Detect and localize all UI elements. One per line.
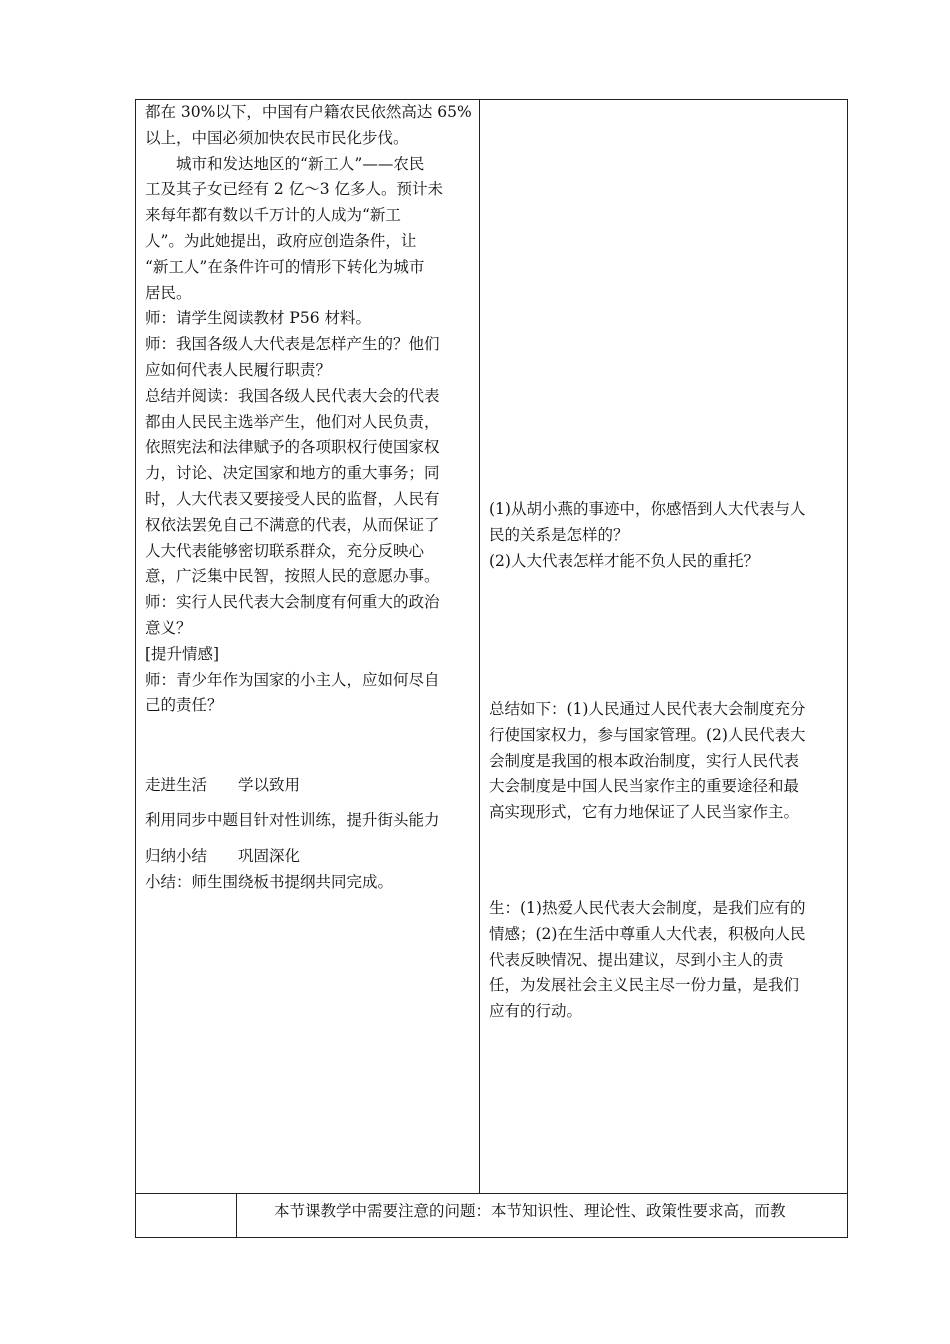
student-line: 生：(1)热爱人民代表大会制度，是我们应有的 (489, 899, 806, 917)
conclusion-line: 会制度是我国的根本政治制度，实行人民代表 (489, 751, 800, 770)
conclusion-line: 高实现形式，它有力地保证了人民当家作主。 (489, 803, 800, 822)
teaching-note: 本节课教学中需要注意的问题：本节知识性、理论性、政策性要求高，而教 (274, 1202, 786, 1220)
text-line: 意，广泛集中民智，按照人民的意愿办事。 (145, 567, 440, 586)
text-line: [提升情感] (145, 644, 220, 663)
text-line: 居民。 (145, 283, 192, 302)
text-line: 总结并阅读：我国各级人民代表大会的代表 (145, 386, 440, 405)
text-line: 权依法罢免自己不满意的代表，从而保证了 (145, 515, 440, 534)
student-line: 代表反映情况、提出建议，尽到小主人的责 (489, 950, 784, 969)
text-line: 时，人大代表又要接受人民的监督，人民有 (145, 489, 440, 508)
student-answer-text (489, 896, 805, 1025)
student-line: 任，为发展社会主义民主尽一份力量，是我们 (489, 976, 800, 995)
text-line: 以上，中国必须加快农民市民化步伐。 (145, 128, 409, 147)
bottom-row-divider (236, 1193, 237, 1238)
question-line: (2)人大代表怎样才能不负人民的重托？ (489, 551, 759, 570)
text-line: 己的责任？ (145, 696, 223, 715)
conclusion-text (489, 697, 805, 826)
student-line: 应有的行动。 (489, 1002, 583, 1021)
conclusion-line: 总结如下：(1)人民通过人民代表大会制度充分 (489, 700, 806, 718)
text-line: 都在 30%以下，中国有户籍农民依然高达 65% (145, 103, 472, 121)
section-heading-summary: 归纳小结 巩固深化 (145, 847, 301, 865)
text-line: 师：请学生阅读教材 P56 材料。 (145, 309, 372, 328)
question-line: (1)从胡小燕的事迹中，你感悟到人大代表与人 (489, 500, 806, 518)
text-line: 应如何代表人民履行职责？ (145, 360, 332, 379)
text-line: 师：实行人民代表大会制度有何重大的政治 (145, 593, 440, 612)
practice-text: 利用同步中题目针对性训练，提升街头能力 (145, 811, 440, 829)
text-line: 师：青少年作为国家的小主人，应如何尽自 (145, 670, 440, 689)
row-divider (135, 1193, 848, 1194)
discussion-questions (489, 497, 805, 574)
conclusion-line: 大会制度是中国人民当家作主的重要途径和最 (489, 777, 800, 796)
text-line: “新工人”在条件许可的情形下转化为城市 (145, 257, 425, 276)
left-text-block (145, 100, 472, 719)
conclusion-line: 行使国家权力，参与国家管理。(2)人民代表大 (489, 725, 806, 744)
question-line: 民的关系是怎样的？ (489, 525, 629, 544)
summary-text: 小结：师生围绕板书提纲共同完成。 (145, 873, 394, 891)
text-line: 来每年都有数以千万计的人成为“新工 (145, 206, 401, 225)
column-divider (479, 99, 480, 1193)
text-line: 意义？ (145, 618, 192, 637)
text-line: 工及其子女已经有 2 亿～3 亿多人。预计未 (145, 180, 444, 199)
text-line: 师：我国各级人大代表是怎样产生的？他们 (145, 335, 440, 354)
text-line: 都由人民民主选举产生，他们对人民负责， (145, 412, 440, 431)
section-heading-life: 走进生活 学以致用 (145, 776, 301, 794)
student-line: 情感；(2)在生活中尊重人大代表，积极向人民 (489, 924, 806, 943)
text-line: 人大代表能够密切联系群众，充分反映心 (145, 541, 425, 560)
text-line: 依照宪法和法律赋予的各项职权行使国家权 (145, 438, 440, 457)
text-line: 力，讨论、决定国家和地方的重大事务；同 (145, 464, 440, 483)
text-line: 人”。为此她提出，政府应创造条件，让 (145, 231, 417, 250)
text-line: 城市和发达地区的“新工人”——农民 (145, 154, 425, 173)
